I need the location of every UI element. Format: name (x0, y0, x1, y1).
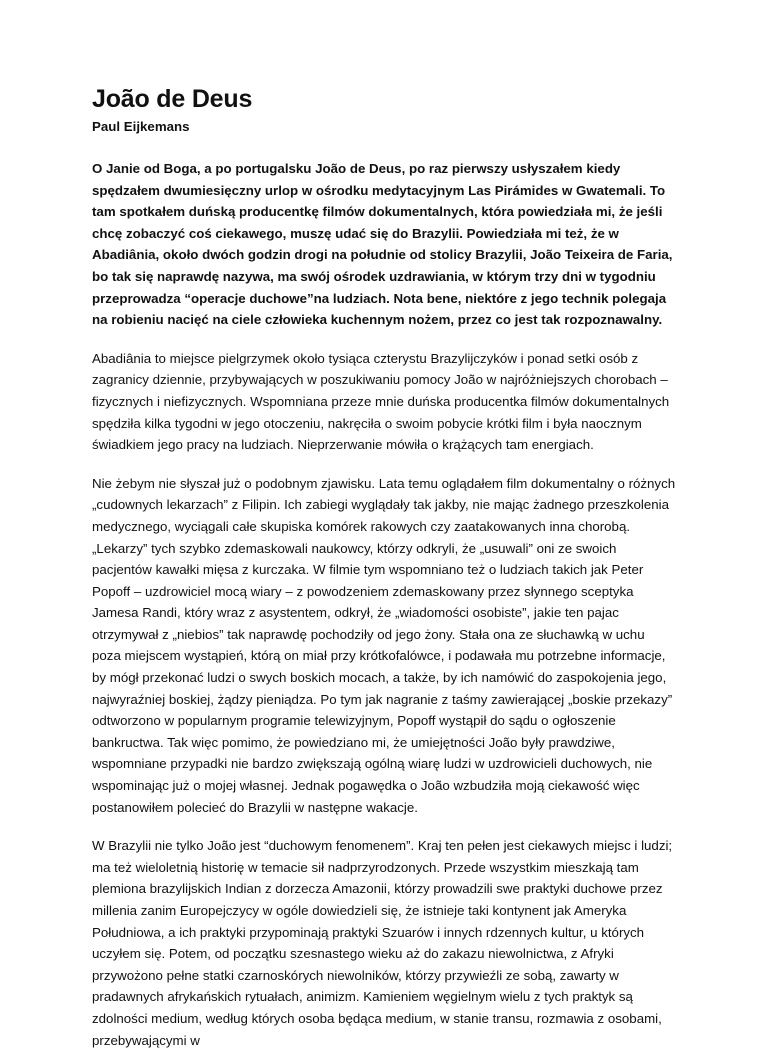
document-title: João de Deus (92, 85, 253, 113)
body-paragraph: Abadiânia to miejsce pielgrzymek około tysiąca czterystu Brazylijczyków i ponad setki osób z zagranicy dziennie, przybywających w poszukiwaniu pomocy João w najróżniejszych chorobach – fizycznych i niefizycznych. Wspomniana przeze mnie duńska producentka filmów dokumentalnych spędziła kilka tygodni w jego otoczeniu, nakręciła o swoim pobycie krótki film i była naocznym świadkiem jego pracy na ludziach. Nieprzerwanie mówiła o krążących tam energiach. (92, 350, 670, 453)
body-paragraph: Nie żebym nie słyszał już o podobnym zjawisku. Lata temu oglądałem film dokumentalny o różnych „cudownych lekarzach” z Filipin. Ich zabiegi wyglądały tak jakby, nie mając żadnego przeszkolenia medycznego, wyciągali całe skupiska komórek rakowych czy zaatakowanych inna chorobą. „Lekarzy” tych szybko zdemaskowali naukowcy, którzy odkryli, że „usuwali” oni ze swoich pacjentów kawałki mięsa z kurczaka. W filmie tym wspomniano też o ludziach takich jak Peter Popoff – uzdrowiciel mocą wiary – z powodzeniem zdemaskowany przez słynnego sceptyka Jamesa Randi, który wraz z asystentem, odkrył, że „wiadomości osobiste”, jakie ten pajac otrzymywał z „niebios” tak naprawdę pochodziły od jego żony. Stała ona ze słuchawką w uchu poza miejscem wystąpień, którą on miał przy krótkofalówce, i podawała mu potrzebne informacje, by mógł przekonać ludzi o swych boskich mocach, a także, by ich namówić do zaspokojenia jego, najwyraźniej boskiej, żądzy pieniądza. Po tym jak nagranie z taśmy zawierającej „boskie przekazy” odtworzono w popularnym programie telewizyjnym, Popoff wystąpił do sądu o ogłoszenie bankructwa. Tak więc pomimo, że powiedziano mi, że umiejętności João były prawdziwe, wspomniane przypadki nie bardzo zwiększają ogólną wiarę ludzi w uzdrowicieli duchowych, nie wspominając już o mojej własnej. Jednak pogawędka o João wzbudziła moją ciekawość więc postanowiłem polecieć do Brazylii w następne wakacje. (92, 475, 676, 815)
body-paragraph: W Brazylii nie tylko João jest “duchowym fenomenem”. Kraj ten pełen jest ciekawych miejsc i ludzi; ma też wieloletnią historię w temacie sił nadprzyrodzonych. Przede wszystkim mieszkają tam plemiona brazylijskich Indian z dorzecza Amazonii, którzy prowadzili swe praktyki duchowe przez millenia zanim Europejczycy w ogóle dowiedzieli się, że istnieje taki kontynent jak Ameryka Południowa, a ich praktyki przypominają praktyki Szuarów i innych rdzennych kultur, u których uczyłem się. Potem, od początku szesnastego wieku aż do zakazu niewolnictwa, z Afryki przywożono pełne statki czarnoskórych niewolników, którzy przywieźli ze sobą, zawarty w pradawnych afrykańskich rytuałach, animizm. Kamieniem węgielnym wielu z tych praktyk są zdolności medium, według których osoba będąca medium, w stanie transu, rozmawia z osobami, przebywającymi w (92, 838, 673, 1048)
document-body (92, 84, 676, 1051)
intro-paragraph: O Janie od Boga, a po portugalsku João de Deus, po raz pierwszy usłyszałem kiedy spędzałem dwumiesięczny urlop w ośrodku medytacyjnym Las Pirámides w Gwatemali. To tam spotkałem duńską producentkę filmów dokumentalnych, która powiedziała mi, że jeśli chcę zobaczyć coś ciekawego, muszę udać się do Brazylii. Powiedziała mi też, że w Abadiânia, około dwóch godzin drogi na południe od stolicy Brazylii, João Teixeira de Faria, bo tak się naprawdę nazywa, ma swój ośrodek uzdrawiania, w którym trzy dni w tygodniu przeprowadza “operacje duchowe”na ludziach. Nota bene, niektóre z jego technik polegaja na robieniu nacięć na ciele człowieka kuchennym nożem, przez co jest tak rozpoznawalny. (92, 161, 673, 328)
document-author: Paul Eijkemans (92, 119, 190, 134)
